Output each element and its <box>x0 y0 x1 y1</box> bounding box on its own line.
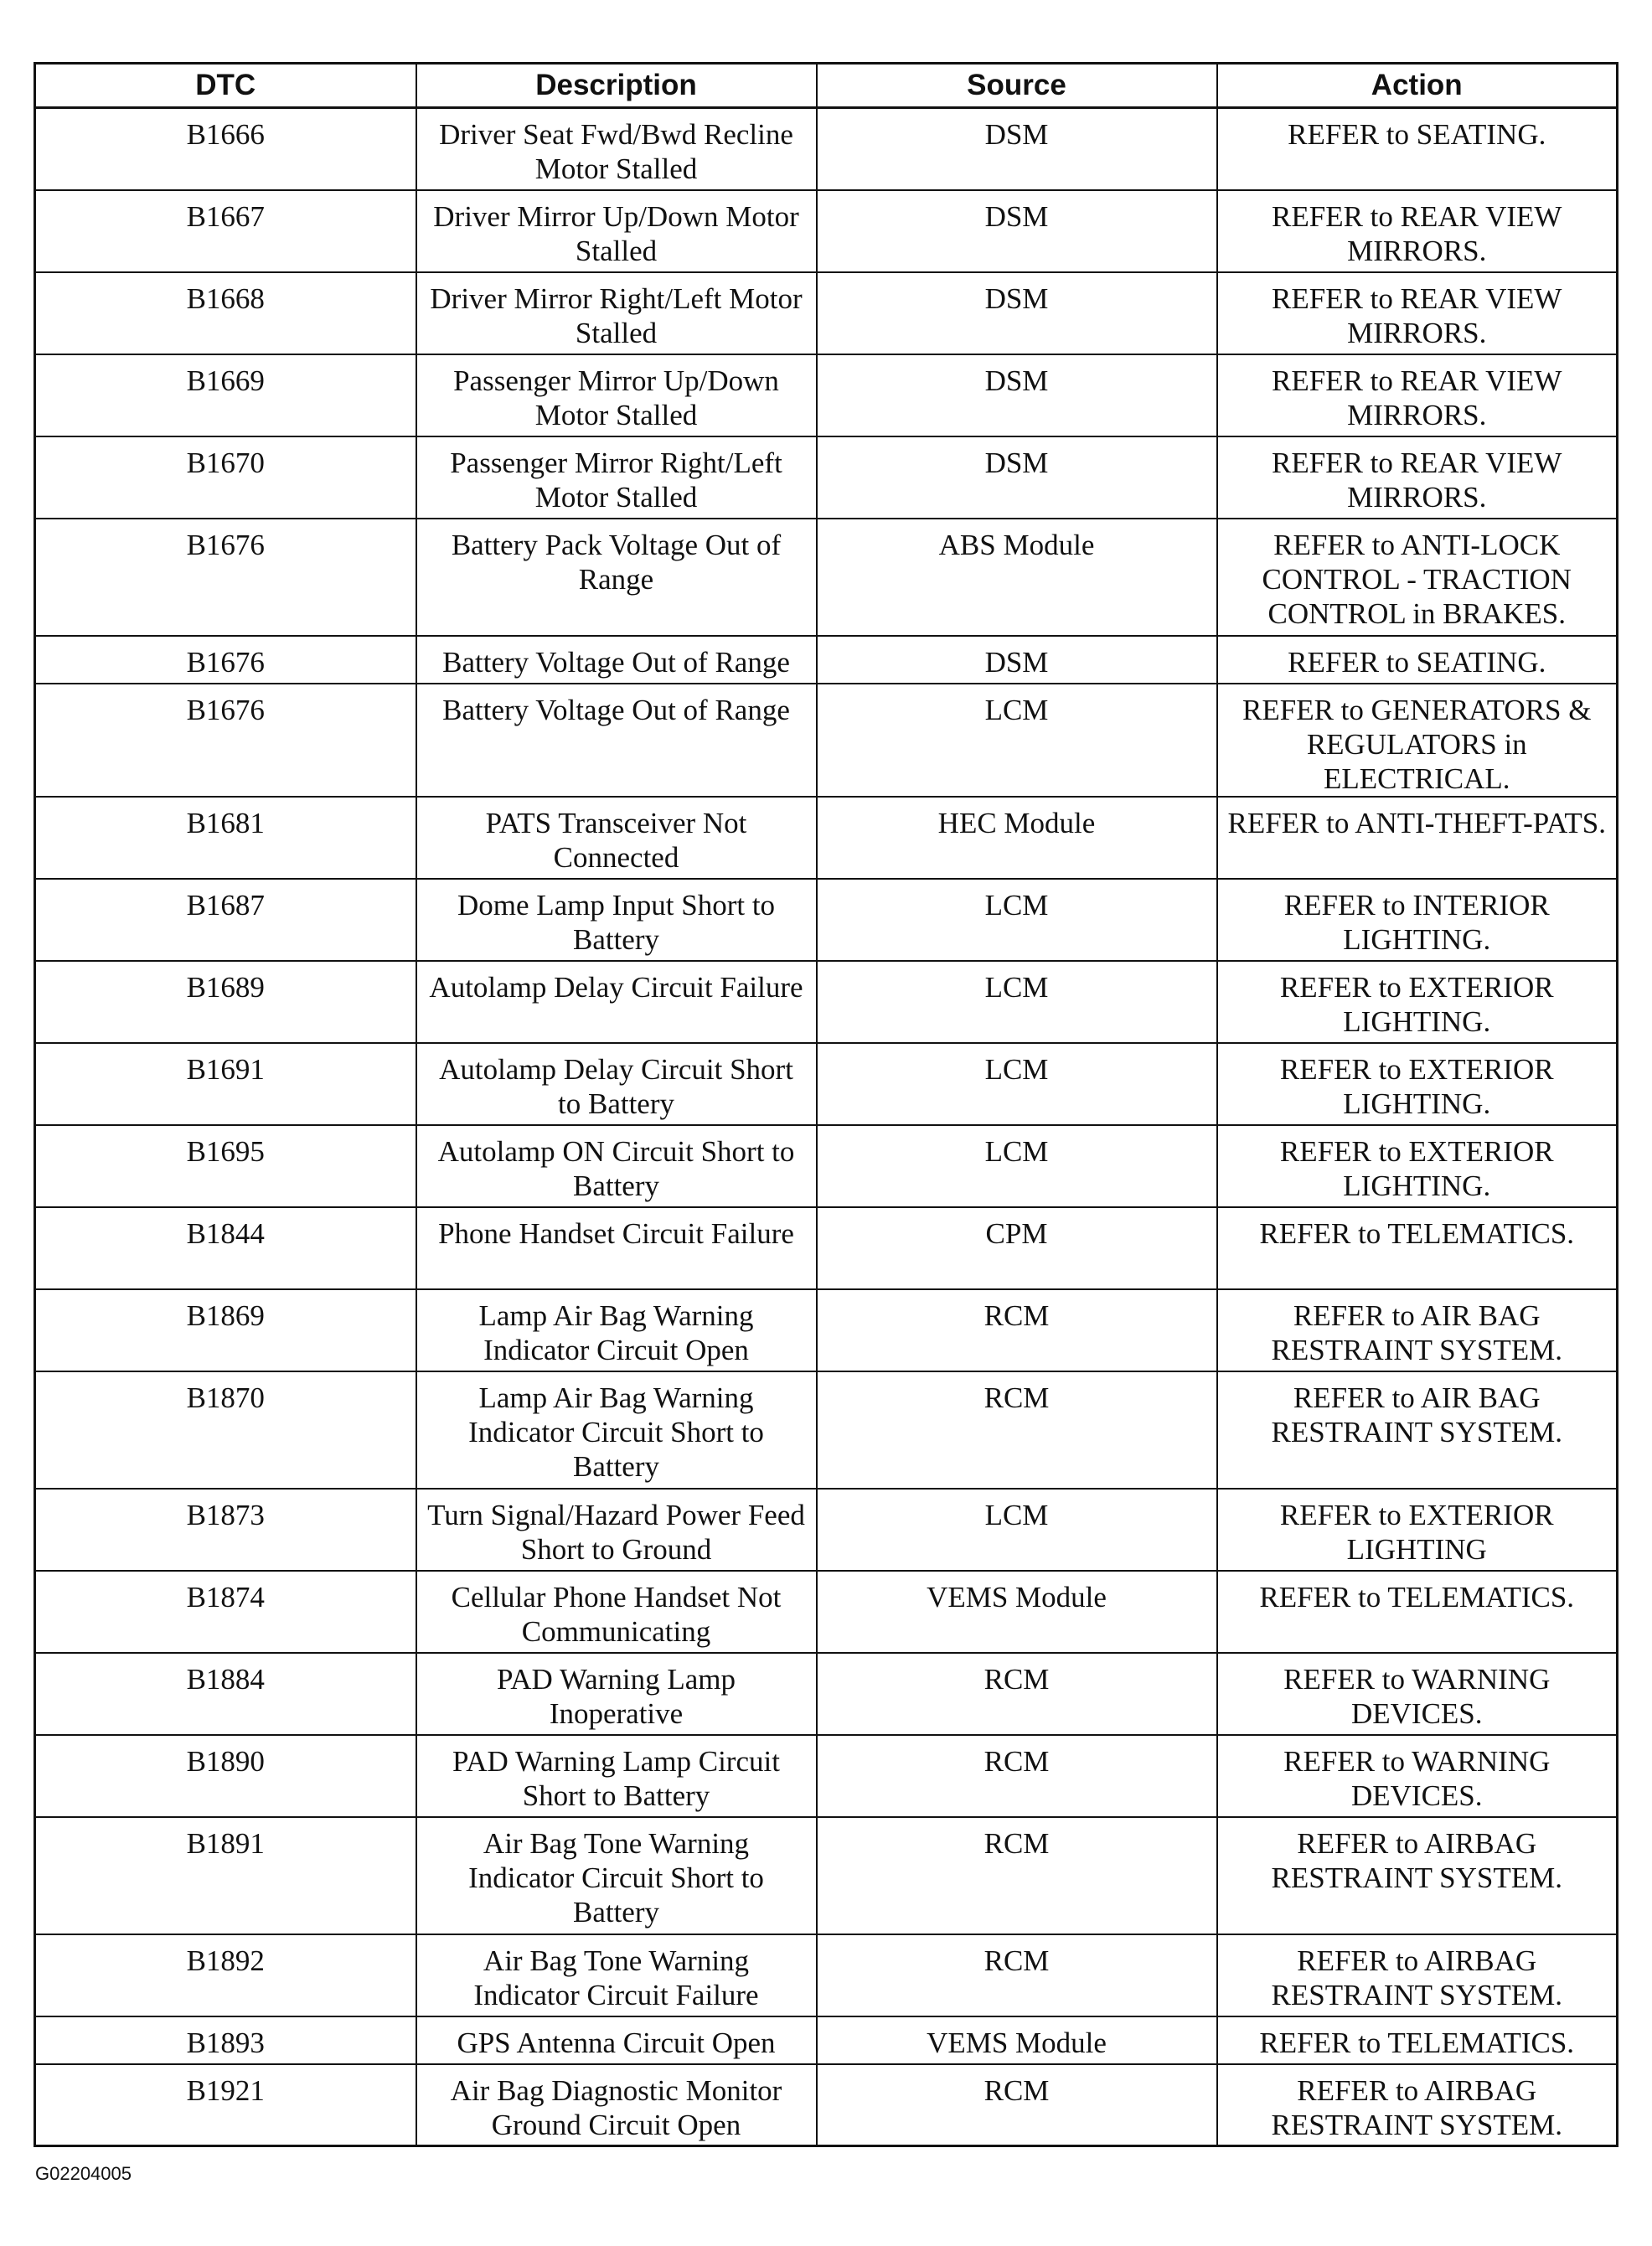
source-cell: LCM <box>817 1043 1217 1125</box>
action-cell: REFER to REAR VIEW MIRRORS. <box>1217 190 1618 272</box>
dtc-cell: B1874 <box>35 1571 416 1653</box>
source-cell: CPM <box>817 1207 1217 1289</box>
table-row <box>35 2016 1618 2064</box>
table-row <box>35 1934 1618 2016</box>
description-cell: Air Bag Tone Warning Indicator Circuit Short to Battery <box>416 1817 817 1934</box>
table-row <box>35 354 1618 436</box>
action-cell: REFER to INTERIOR LIGHTING. <box>1217 879 1618 961</box>
description-cell: Autolamp Delay Circuit Failure <box>416 961 817 1043</box>
dtc-cell: B1695 <box>35 1125 416 1207</box>
dtc-cell: B1687 <box>35 879 416 961</box>
action-cell: REFER to WARNING DEVICES. <box>1217 1735 1618 1817</box>
dtc-cell: B1890 <box>35 1735 416 1817</box>
action-cell: REFER to AIRBAG RESTRAINT SYSTEM. <box>1217 1817 1618 1934</box>
table-row <box>35 190 1618 272</box>
source-cell: RCM <box>817 1371 1217 1489</box>
action-cell: REFER to TELEMATICS. <box>1217 2016 1618 2064</box>
dtc-cell: B1670 <box>35 436 416 519</box>
action-cell: REFER to GENERATORS & REGULATORS in ELECTRICAL. <box>1217 684 1618 797</box>
dtc-table <box>34 62 1618 2147</box>
description-cell: Autolamp Delay Circuit Short to Battery <box>416 1043 817 1125</box>
table-row <box>35 1571 1618 1653</box>
source-cell: ABS Module <box>817 519 1217 636</box>
dtc-cell: B1689 <box>35 961 416 1043</box>
description-cell: Battery Pack Voltage Out of Range <box>416 519 817 636</box>
table-row <box>35 1735 1618 1817</box>
source-cell: LCM <box>817 879 1217 961</box>
action-cell: REFER to ANTI-LOCK CONTROL - TRACTION CONTROL in BRAKES. <box>1217 519 1618 636</box>
table-row <box>35 879 1618 961</box>
figure-id: G02204005 <box>35 2163 132 2184</box>
description-cell: Dome Lamp Input Short to Battery <box>416 879 817 961</box>
description-cell: Turn Signal/Hazard Power Feed Short to Ground <box>416 1489 817 1571</box>
description-cell: Air Bag Tone Warning Indicator Circuit Failure <box>416 1934 817 2016</box>
action-cell: REFER to REAR VIEW MIRRORS. <box>1217 354 1618 436</box>
action-cell: REFER to TELEMATICS. <box>1217 1207 1618 1289</box>
dtc-cell: B1668 <box>35 272 416 354</box>
description-cell: Passenger Mirror Right/Left Motor Stalled <box>416 436 817 519</box>
table-row <box>35 797 1618 879</box>
source-cell: VEMS Module <box>817 2016 1217 2064</box>
action-cell: REFER to AIRBAG RESTRAINT SYSTEM. <box>1217 2064 1618 2146</box>
dtc-cell: B1891 <box>35 1817 416 1934</box>
action-cell: REFER to AIR BAG RESTRAINT SYSTEM. <box>1217 1371 1618 1489</box>
table-row <box>35 519 1618 636</box>
table-row <box>35 108 1618 190</box>
description-cell: Battery Voltage Out of Range <box>416 684 817 797</box>
table-row <box>35 1653 1618 1735</box>
description-cell: Driver Seat Fwd/Bwd Recline Motor Stalled <box>416 108 817 190</box>
table-row <box>35 1289 1618 1371</box>
source-cell: RCM <box>817 1934 1217 2016</box>
description-cell: Lamp Air Bag Warning Indicator Circuit Short to Battery <box>416 1371 817 1489</box>
description-cell: Autolamp ON Circuit Short to Battery <box>416 1125 817 1207</box>
table-row <box>35 1817 1618 1934</box>
table-row <box>35 1125 1618 1207</box>
dtc-cell: B1870 <box>35 1371 416 1489</box>
table-row <box>35 1489 1618 1571</box>
dtc-cell: B1676 <box>35 636 416 684</box>
dtc-cell: B1921 <box>35 2064 416 2146</box>
table-header <box>35 64 1618 108</box>
header-action: Action <box>1217 64 1618 108</box>
action-cell: REFER to AIR BAG RESTRAINT SYSTEM. <box>1217 1289 1618 1371</box>
source-cell: LCM <box>817 961 1217 1043</box>
description-cell: PAD Warning Lamp Inoperative <box>416 1653 817 1735</box>
action-cell: REFER to AIRBAG RESTRAINT SYSTEM. <box>1217 1934 1618 2016</box>
source-cell: RCM <box>817 1653 1217 1735</box>
source-cell: RCM <box>817 1289 1217 1371</box>
description-cell: PAD Warning Lamp Circuit Short to Battery <box>416 1735 817 1817</box>
header-source: Source <box>817 64 1217 108</box>
dtc-cell: B1869 <box>35 1289 416 1371</box>
source-cell: RCM <box>817 1735 1217 1817</box>
dtc-cell: B1691 <box>35 1043 416 1125</box>
description-cell: Driver Mirror Up/Down Motor Stalled <box>416 190 817 272</box>
action-cell: REFER to EXTERIOR LIGHTING. <box>1217 1043 1618 1125</box>
header-row <box>35 64 1618 108</box>
dtc-cell: B1669 <box>35 354 416 436</box>
dtc-cell: B1884 <box>35 1653 416 1735</box>
dtc-cell: B1681 <box>35 797 416 879</box>
table-row <box>35 636 1618 684</box>
table-row <box>35 436 1618 519</box>
dtc-cell: B1844 <box>35 1207 416 1289</box>
description-cell: Phone Handset Circuit Failure <box>416 1207 817 1289</box>
source-cell: DSM <box>817 354 1217 436</box>
table-row <box>35 2064 1618 2146</box>
source-cell: LCM <box>817 1489 1217 1571</box>
source-cell: DSM <box>817 436 1217 519</box>
source-cell: VEMS Module <box>817 1571 1217 1653</box>
source-cell: DSM <box>817 272 1217 354</box>
dtc-cell: B1667 <box>35 190 416 272</box>
source-cell: RCM <box>817 2064 1217 2146</box>
action-cell: REFER to EXTERIOR LIGHTING <box>1217 1489 1618 1571</box>
action-cell: REFER to SEATING. <box>1217 636 1618 684</box>
source-cell: DSM <box>817 190 1217 272</box>
action-cell: REFER to SEATING. <box>1217 108 1618 190</box>
table-row <box>35 1207 1618 1289</box>
description-cell: Cellular Phone Handset Not Communicating <box>416 1571 817 1653</box>
table-body <box>35 108 1618 2146</box>
description-cell: Lamp Air Bag Warning Indicator Circuit Open <box>416 1289 817 1371</box>
dtc-cell: B1873 <box>35 1489 416 1571</box>
table-row <box>35 961 1618 1043</box>
source-cell: RCM <box>817 1817 1217 1934</box>
action-cell: REFER to REAR VIEW MIRRORS. <box>1217 272 1618 354</box>
source-cell: LCM <box>817 1125 1217 1207</box>
table-row <box>35 1043 1618 1125</box>
source-cell: LCM <box>817 684 1217 797</box>
source-cell: HEC Module <box>817 797 1217 879</box>
table-row <box>35 684 1618 797</box>
table-row <box>35 272 1618 354</box>
dtc-cell: B1676 <box>35 684 416 797</box>
description-cell: Driver Mirror Right/Left Motor Stalled <box>416 272 817 354</box>
action-cell: REFER to EXTERIOR LIGHTING. <box>1217 1125 1618 1207</box>
table-row <box>35 1371 1618 1489</box>
source-cell: DSM <box>817 108 1217 190</box>
description-cell: Air Bag Diagnostic Monitor Ground Circuit Open <box>416 2064 817 2146</box>
action-cell: REFER to TELEMATICS. <box>1217 1571 1618 1653</box>
header-dtc: DTC <box>35 64 416 108</box>
action-cell: REFER to EXTERIOR LIGHTING. <box>1217 961 1618 1043</box>
source-cell: DSM <box>817 636 1217 684</box>
description-cell: PATS Transceiver Not Connected <box>416 797 817 879</box>
action-cell: REFER to WARNING DEVICES. <box>1217 1653 1618 1735</box>
dtc-cell: B1893 <box>35 2016 416 2064</box>
dtc-cell: B1666 <box>35 108 416 190</box>
header-description: Description <box>416 64 817 108</box>
description-cell: Battery Voltage Out of Range <box>416 636 817 684</box>
action-cell: REFER to ANTI-THEFT-PATS. <box>1217 797 1618 879</box>
description-cell: Passenger Mirror Up/Down Motor Stalled <box>416 354 817 436</box>
dtc-cell: B1676 <box>35 519 416 636</box>
action-cell: REFER to REAR VIEW MIRRORS. <box>1217 436 1618 519</box>
description-cell: GPS Antenna Circuit Open <box>416 2016 817 2064</box>
dtc-cell: B1892 <box>35 1934 416 2016</box>
